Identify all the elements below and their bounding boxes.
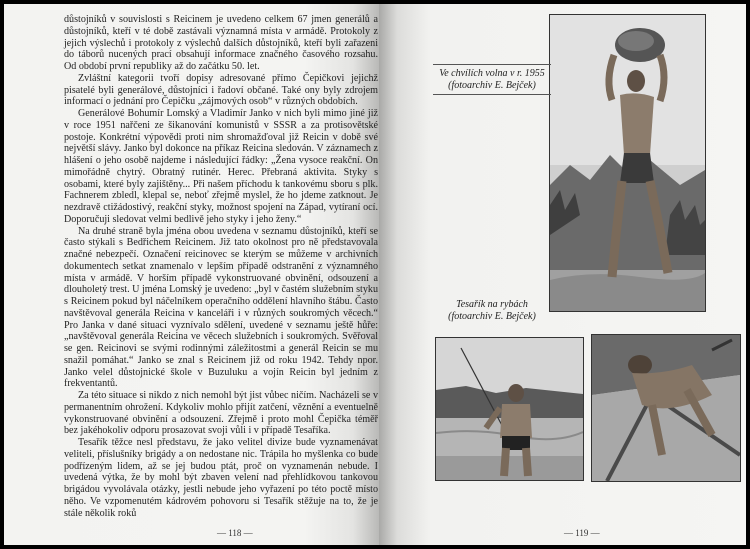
photo-man-fishing: [435, 337, 584, 481]
paragraph: důstojníků v souvislosti s Reicinem je uvedeno celkem 67 jmen generálů a důstojníků, kteří v té době zastávali významná místa v armádě. Protokoly z jejich výslechů i protokoly z výslechů dalších důstojníků, kteří byli zařazeni do táborů nucených prací obsahují informace značného časového rozsahu. Od období první republiky až do začátku 50. let.: [64, 14, 378, 72]
photo-caption-rower: Ve chvílích volna v r. 1955 (fotoarchiv E. Bejček): [433, 64, 551, 95]
photo-caption-fishing: Tesařík na rybách (fotoarchiv E. Bejček): [448, 299, 536, 322]
page-number-left: — 118 —: [217, 528, 253, 538]
paragraph: Tesařík těžce nesl představu, že jako velitel divize bude vyznamenávat veliteli, příslušníky brigády a on nedostane nic. Trápila ho myšlenka co bude podřízeným lidem, až se jej budou ptát, proč on vyznamenán nebude. I uvedená výtka, že by mohl být zbaven velení nad přehlídkovou tankovou brigádou vyvolávala otázky, jestli nebude jeho vyřazení po této poctě místo něho. Ve vzpomenutém kádrovém pohovoru si Tesařík stěžuje na to, že je stále několik roků: [64, 437, 378, 519]
paragraph: Na druhé straně byla jména obou uvedena v seznamu důstojníků, kteří se často stýkali s Bedřichem Reicinem. Již tato okolnost pro ně představovala značné nebezpečí. Označení reicinovec se kterým se můžeme v archivních dokumentech setkat znamenalo v lepším případě odstranění z významného místa v armádě. V horším případě vykonstruované obvinění, odsouzení a dlouholetý trest. U jména Lomský je uvedeno: „byl v častém služebním styku s Reicinem pokud byl náčelníkem operačního oddělení hlavního štábu. Často navštěvoval generála Reicina v kanceláři i v různých soukromých věcech.“ Pro Janka v dané situaci vyznívalo sdělení, uvedené v seznamu ještě hůře: „navštěvoval generála Reicina ve věcech služebních i soukromých. Svěřoval se gen. Reicinovi se svými rodinnými záležitostmi a generál Reicin se mu snažil pomáhat.“ Janko se znal s Reicinem již od roku 1942. Tehdy npor. Janko velel důstojnické škole v Buzuluku a vojín Reicin byl jedním z frekventantů.: [64, 225, 378, 390]
photo-man-on-boat: [591, 334, 741, 482]
left-page: [4, 4, 379, 545]
book-spread: [4, 4, 746, 545]
photo-man-lifting-rock: [549, 14, 706, 312]
paragraph: Zvláštní kategorii tvoří dopisy adresované přímo Čepičkovi jejichž pisatelé byli generálové, důstojníci i řadoví občané. Také ony byly zdrojem informací o jednání pro Čepičku „zájmových osob“ v různých obdobích.: [64, 72, 378, 108]
right-page: [379, 4, 746, 545]
page-number-right: — 119 —: [564, 528, 600, 538]
body-text: [64, 14, 378, 519]
paragraph: Za této situace si nikdo z nich nemohl být jist vůbec ničím. Nacházeli se v permanentním ohrožení. Kdykoliv mohlo přijít zatčení, věznění a eventuelně vykonstruované obvinění a odsouzení. Zřejmě i proto mohl Čepička téměř bez jakéhokoliv odporu prosazovat svoji vůli i v případě Tesaříka.: [64, 390, 378, 437]
paragraph: Generálové Bohumír Lomský a Vladimír Janko v nich byli mimo jiné již v roce 1951 nařčeni ze šikanování komunistů v SSSR a za protisovětské postoje. Konkrétní výpovědi proti nim shromažďoval již Reicin v době své největší slávy. Janko byl dokonce na příkaz Reicina sledován. V záznamech z hlášení o jeho osobě najdeme i následující řádky: „Žena vysoce reakční. On mimořádně chytrý. Obratný rutinér. Herec. Přebraná aktivita. Styky s osobami, které byly zajištěny... Při našem příchodu k tankovému sboru s plk. Fachnerem zbledl, klepal se, neboť zřejmě myslel, že ho jdeme zatknout. Je nezdravě ctižádostivý, reakční styky, možnost spojení na Západ, vytíraní ocí. Doporučuji sledovat velmi bedlivě jeho styky i jeho ženy.“: [64, 108, 378, 225]
